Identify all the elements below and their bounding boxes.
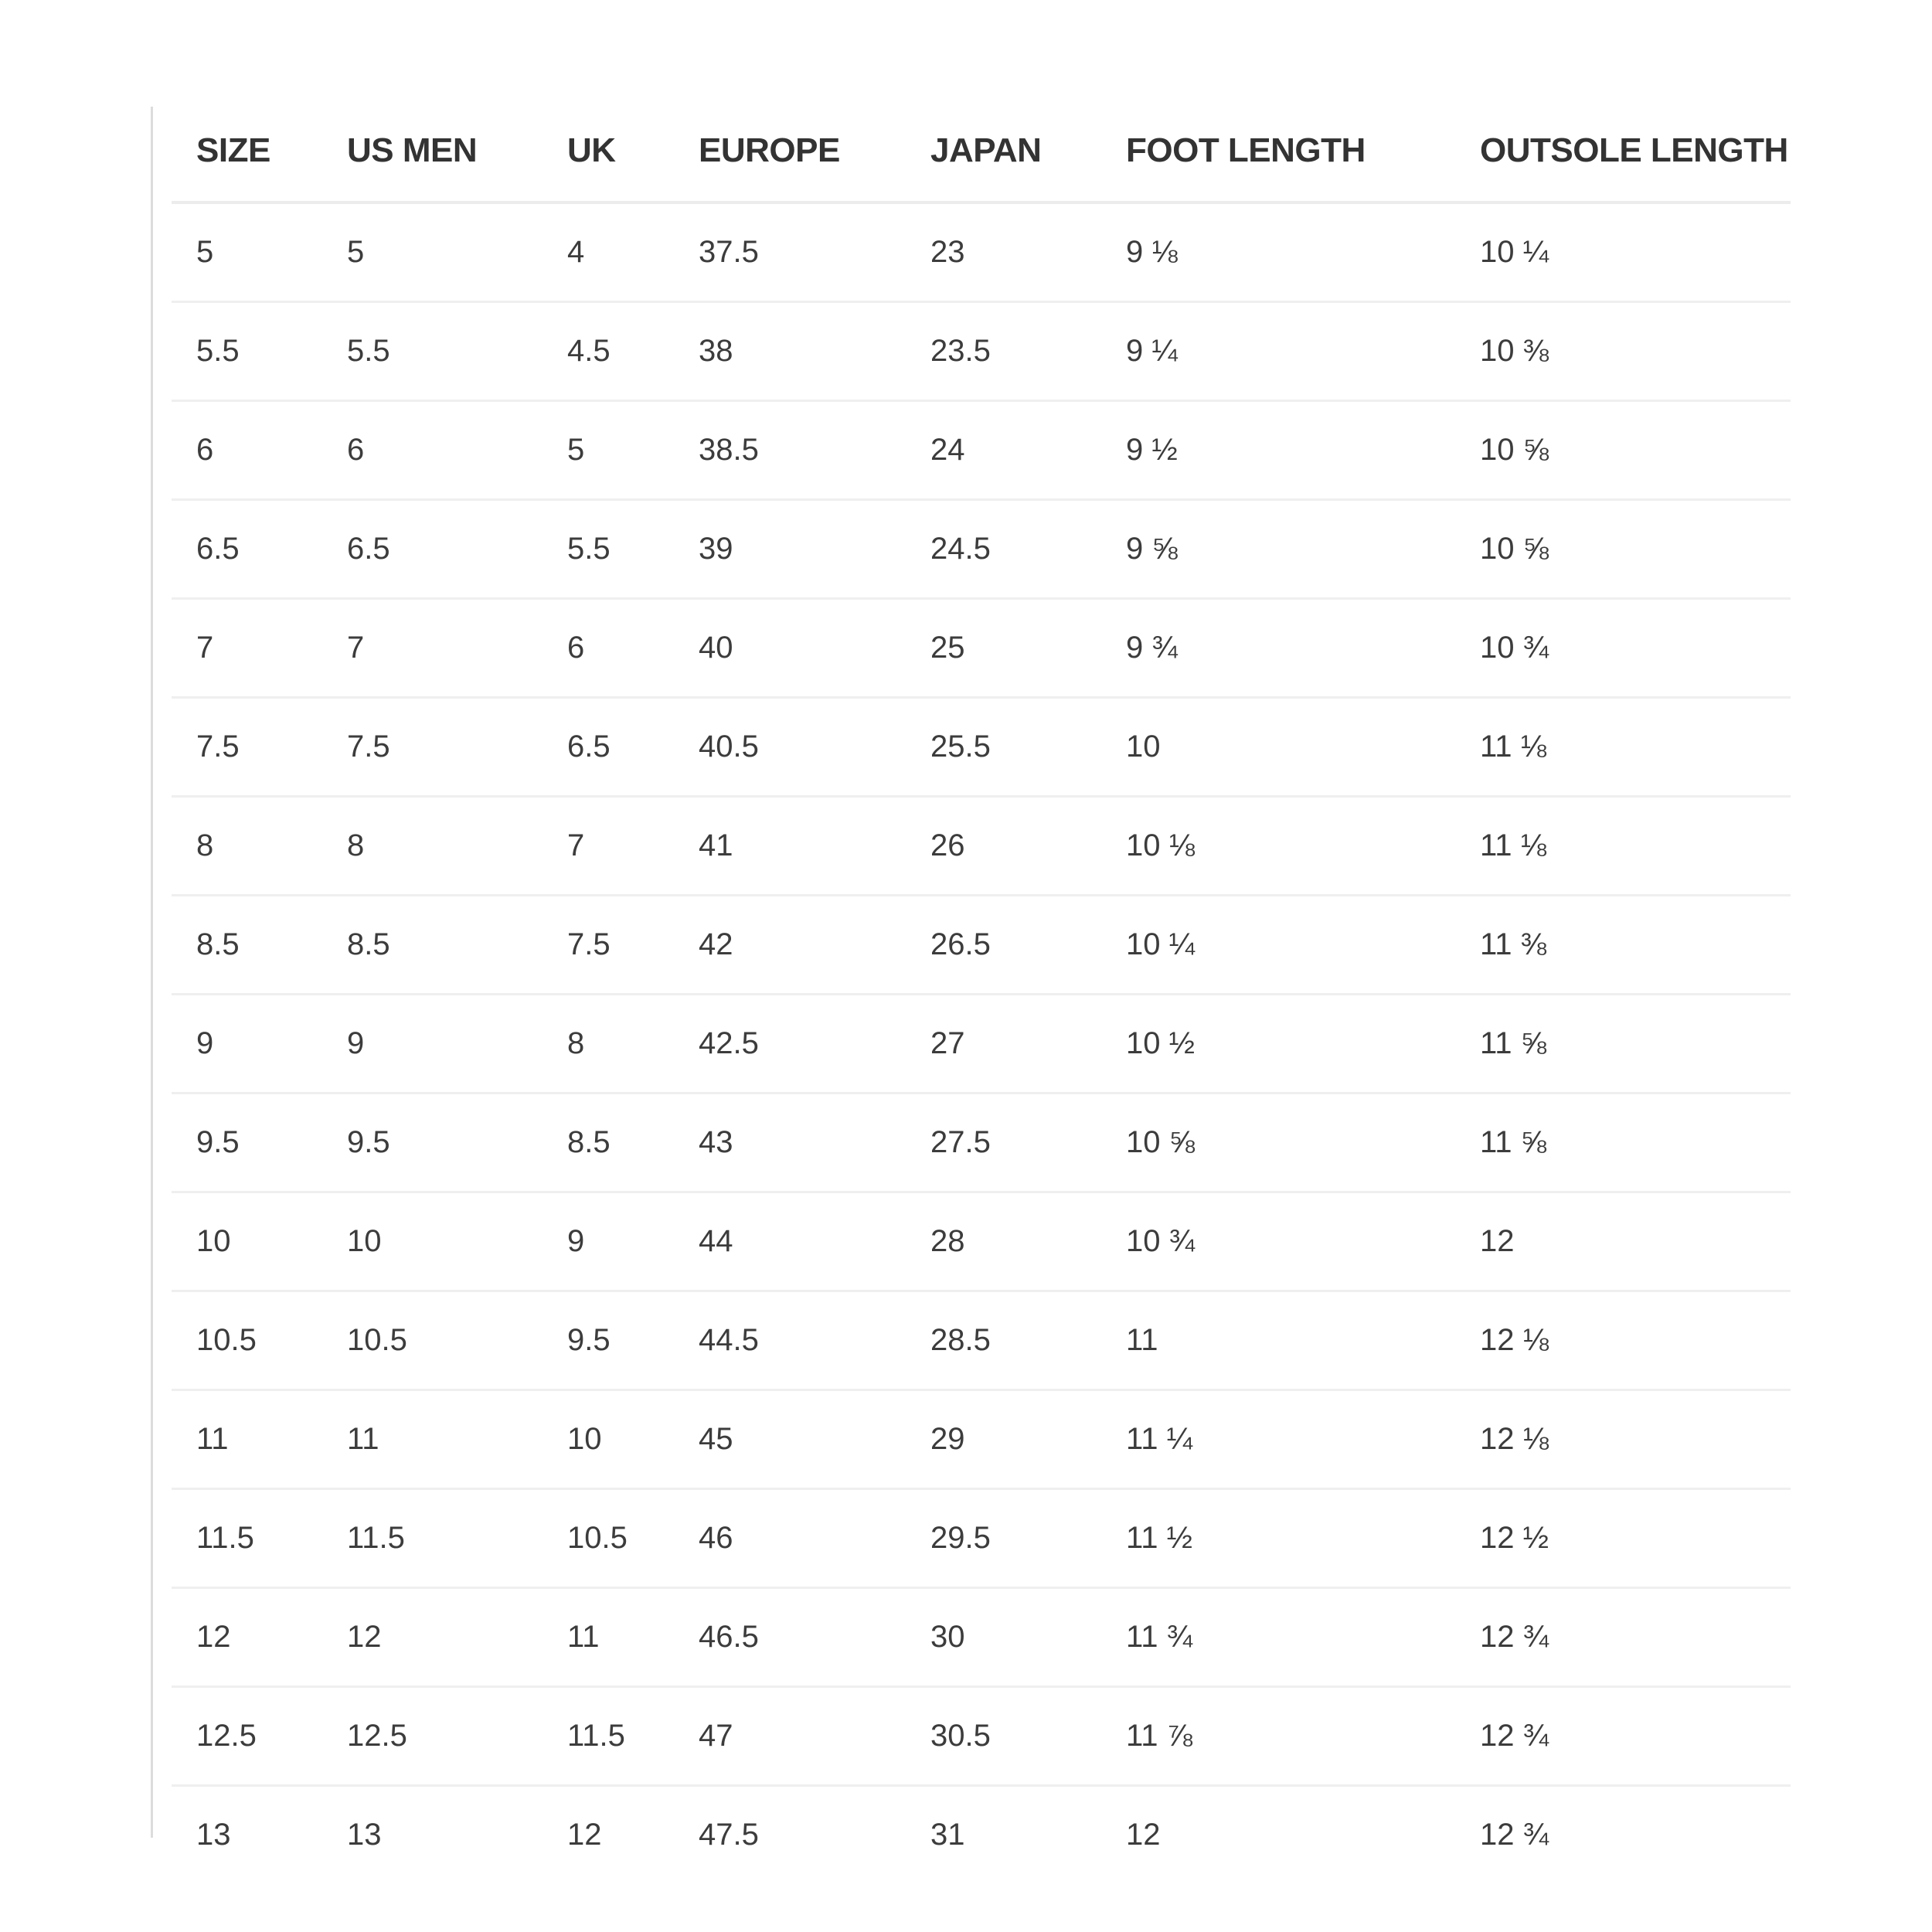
cell-foot-length: 9 ¼ bbox=[1101, 302, 1455, 401]
cell-japan: 27 bbox=[906, 995, 1101, 1094]
left-divider-line bbox=[151, 107, 153, 1838]
cell-japan: 31 bbox=[930, 1818, 965, 1852]
cell-europe: 45 bbox=[674, 1390, 906, 1489]
cell-japan: 29.5 bbox=[906, 1489, 1101, 1588]
cell-outsole-length: 12 ¾ bbox=[1480, 1818, 1549, 1852]
cell-size: 8.5 bbox=[172, 896, 322, 995]
table-row bbox=[172, 1390, 1791, 1489]
cell-us-men: 12 bbox=[322, 1588, 543, 1687]
cell-us-men: 12.5 bbox=[322, 1687, 543, 1786]
header-us-men: US MEN bbox=[322, 100, 543, 202]
cell-us-men: 10.5 bbox=[322, 1291, 543, 1390]
cell-outsole-length: 12 bbox=[1455, 1192, 1791, 1291]
cell-outsole-length: 10 ¾ bbox=[1455, 599, 1791, 698]
cell-foot-length: 10 ½ bbox=[1101, 995, 1455, 1094]
cell-outsole-length: 12 ½ bbox=[1455, 1489, 1791, 1588]
cell-europe: 42.5 bbox=[674, 995, 906, 1094]
cell-japan: 25 bbox=[906, 599, 1101, 698]
cell-uk: 12 bbox=[567, 1818, 602, 1852]
cell-size: 10 bbox=[172, 1192, 322, 1291]
table-row bbox=[172, 302, 1791, 401]
cell-size: 7.5 bbox=[172, 698, 322, 797]
cell-uk: 4.5 bbox=[543, 302, 674, 401]
cell-europe: 47 bbox=[674, 1687, 906, 1786]
cell-size: 12.5 bbox=[172, 1687, 322, 1786]
cell-foot-length: 11 bbox=[1101, 1291, 1455, 1390]
cell-japan: 24 bbox=[906, 401, 1101, 500]
cell-us-men: 10 bbox=[322, 1192, 543, 1291]
cell-us-men: 5 bbox=[322, 202, 543, 302]
cell-japan: 30 bbox=[906, 1588, 1101, 1687]
cell-foot-length: 11 ¾ bbox=[1101, 1588, 1455, 1687]
cell-us-men: 11.5 bbox=[322, 1489, 543, 1588]
cell-japan: 28.5 bbox=[906, 1291, 1101, 1390]
cell-us-men: 5.5 bbox=[322, 302, 543, 401]
cell-uk: 6.5 bbox=[543, 698, 674, 797]
cell-us-men: 9.5 bbox=[322, 1094, 543, 1192]
cell-size: 9 bbox=[172, 995, 322, 1094]
cell-outsole-length: 11 ⅝ bbox=[1455, 995, 1791, 1094]
table-row bbox=[172, 1489, 1791, 1588]
cell-europe: 38.5 bbox=[674, 401, 906, 500]
header-uk: UK bbox=[543, 100, 674, 202]
shoe-size-chart-table bbox=[172, 100, 1791, 1883]
cell-us-men: 6 bbox=[322, 401, 543, 500]
cell-size: 8 bbox=[172, 797, 322, 896]
cell-europe: 41 bbox=[674, 797, 906, 896]
cell-outsole-length: 12 ⅛ bbox=[1455, 1291, 1791, 1390]
cell-outsole-length: 10 ⅝ bbox=[1455, 500, 1791, 599]
cell-foot-length: 11 ¼ bbox=[1101, 1390, 1455, 1489]
cell-size: 7 bbox=[172, 599, 322, 698]
table-row bbox=[172, 1588, 1791, 1687]
cell-size: 11.5 bbox=[172, 1489, 322, 1588]
cell-europe: 42 bbox=[674, 896, 906, 995]
cell-uk: 9.5 bbox=[543, 1291, 674, 1390]
cell-foot-length: 12 bbox=[1126, 1818, 1161, 1852]
cell-outsole-length: 12 ¾ bbox=[1455, 1687, 1791, 1786]
table-row bbox=[172, 401, 1791, 500]
cell-uk: 6 bbox=[543, 599, 674, 698]
cell-uk: 5.5 bbox=[543, 500, 674, 599]
cell-us-men: 6.5 bbox=[322, 500, 543, 599]
cell-uk: 5 bbox=[543, 401, 674, 500]
table-row bbox=[172, 995, 1791, 1094]
header-japan: JAPAN bbox=[906, 100, 1101, 202]
cell-us-men: 7 bbox=[322, 599, 543, 698]
header-europe: EUROPE bbox=[674, 100, 906, 202]
cell-outsole-length: 11 ⅛ bbox=[1455, 797, 1791, 896]
table-row bbox=[172, 896, 1791, 995]
cell-foot-length: 10 ¾ bbox=[1101, 1192, 1455, 1291]
cell-foot-length: 10 bbox=[1101, 698, 1455, 797]
table-row bbox=[172, 599, 1791, 698]
header-row bbox=[172, 100, 1791, 202]
table-row bbox=[172, 202, 1791, 302]
cell-uk: 7 bbox=[543, 797, 674, 896]
cell-outsole-length: 11 ⅛ bbox=[1455, 698, 1791, 797]
table-row bbox=[172, 1687, 1791, 1786]
cell-us-men: 7.5 bbox=[322, 698, 543, 797]
cell-europe: 43 bbox=[674, 1094, 906, 1192]
cell-japan: 26.5 bbox=[906, 896, 1101, 995]
cell-uk: 7.5 bbox=[543, 896, 674, 995]
cell-europe: 40 bbox=[674, 599, 906, 698]
cell-size: 6.5 bbox=[172, 500, 322, 599]
table-row bbox=[172, 1192, 1791, 1291]
cell-japan: 28 bbox=[906, 1192, 1101, 1291]
cell-foot-length: 11 ⅞ bbox=[1101, 1687, 1455, 1786]
cell-japan: 26 bbox=[906, 797, 1101, 896]
cell-foot-length: 11 ½ bbox=[1101, 1489, 1455, 1588]
cell-japan: 23.5 bbox=[906, 302, 1101, 401]
cell-uk: 11 bbox=[543, 1588, 674, 1687]
cell-outsole-length: 11 ⅜ bbox=[1455, 896, 1791, 995]
cell-foot-length: 9 ½ bbox=[1101, 401, 1455, 500]
cell-foot-length: 10 ⅛ bbox=[1101, 797, 1455, 896]
table-row bbox=[172, 797, 1791, 896]
cell-size: 5 bbox=[172, 202, 322, 302]
cell-europe: 38 bbox=[674, 302, 906, 401]
cell-us-men: 11 bbox=[322, 1390, 543, 1489]
cell-japan: 27.5 bbox=[906, 1094, 1101, 1192]
cell-europe: 40.5 bbox=[674, 698, 906, 797]
table-row bbox=[172, 698, 1791, 797]
cell-europe: 37.5 bbox=[674, 202, 906, 302]
cell-foot-length: 9 ⅛ bbox=[1101, 202, 1455, 302]
cell-uk: 10 bbox=[543, 1390, 674, 1489]
cell-europe: 46 bbox=[674, 1489, 906, 1588]
table-row bbox=[172, 1094, 1791, 1192]
cell-size: 10.5 bbox=[172, 1291, 322, 1390]
cell-outsole-length: 11 ⅝ bbox=[1455, 1094, 1791, 1192]
cell-outsole-length: 10 ⅜ bbox=[1455, 302, 1791, 401]
cell-foot-length: 10 ¼ bbox=[1101, 896, 1455, 995]
cell-foot-length: 9 ⅝ bbox=[1101, 500, 1455, 599]
table-body bbox=[172, 202, 1791, 1883]
cell-size: 11 bbox=[172, 1390, 322, 1489]
cell-europe: 46.5 bbox=[674, 1588, 906, 1687]
cell-uk: 10.5 bbox=[543, 1489, 674, 1588]
cell-japan: 24.5 bbox=[906, 500, 1101, 599]
cell-size: 12 bbox=[172, 1588, 322, 1687]
cell-outsole-length: 10 ⅝ bbox=[1455, 401, 1791, 500]
cell-europe: 44.5 bbox=[674, 1291, 906, 1390]
cell-us-men: 8 bbox=[322, 797, 543, 896]
cell-japan: 25.5 bbox=[906, 698, 1101, 797]
cell-size: 5.5 bbox=[172, 302, 322, 401]
cell-europe: 44 bbox=[674, 1192, 906, 1291]
cell-size: 13 bbox=[196, 1818, 231, 1852]
cell-europe: 47.5 bbox=[699, 1818, 759, 1852]
cell-us-men: 8.5 bbox=[322, 896, 543, 995]
cell-japan: 23 bbox=[906, 202, 1101, 302]
header-outsole-length: OUTSOLE LENGTH bbox=[1455, 100, 1791, 202]
cell-foot-length: 9 ¾ bbox=[1101, 599, 1455, 698]
table-header bbox=[172, 100, 1791, 202]
cell-size: 9.5 bbox=[172, 1094, 322, 1192]
table-row bbox=[172, 1786, 1791, 1884]
cell-uk: 8.5 bbox=[543, 1094, 674, 1192]
cell-us-men: 13 bbox=[347, 1818, 382, 1852]
cell-europe: 39 bbox=[674, 500, 906, 599]
cell-uk: 9 bbox=[543, 1192, 674, 1291]
cell-japan: 30.5 bbox=[906, 1687, 1101, 1786]
cell-us-men: 9 bbox=[322, 995, 543, 1094]
cell-uk: 4 bbox=[543, 202, 674, 302]
cell-outsole-length: 12 ⅛ bbox=[1455, 1390, 1791, 1489]
header-size: SIZE bbox=[172, 100, 322, 202]
table-row bbox=[172, 1291, 1791, 1390]
cell-size: 6 bbox=[172, 401, 322, 500]
cell-uk: 11.5 bbox=[543, 1687, 674, 1786]
cell-japan: 29 bbox=[906, 1390, 1101, 1489]
cell-foot-length: 10 ⅝ bbox=[1101, 1094, 1455, 1192]
header-foot-length: FOOT LENGTH bbox=[1101, 100, 1455, 202]
table-row bbox=[172, 500, 1791, 599]
cell-uk: 8 bbox=[543, 995, 674, 1094]
cell-outsole-length: 12 ¾ bbox=[1455, 1588, 1791, 1687]
cell-outsole-length: 10 ¼ bbox=[1455, 202, 1791, 302]
